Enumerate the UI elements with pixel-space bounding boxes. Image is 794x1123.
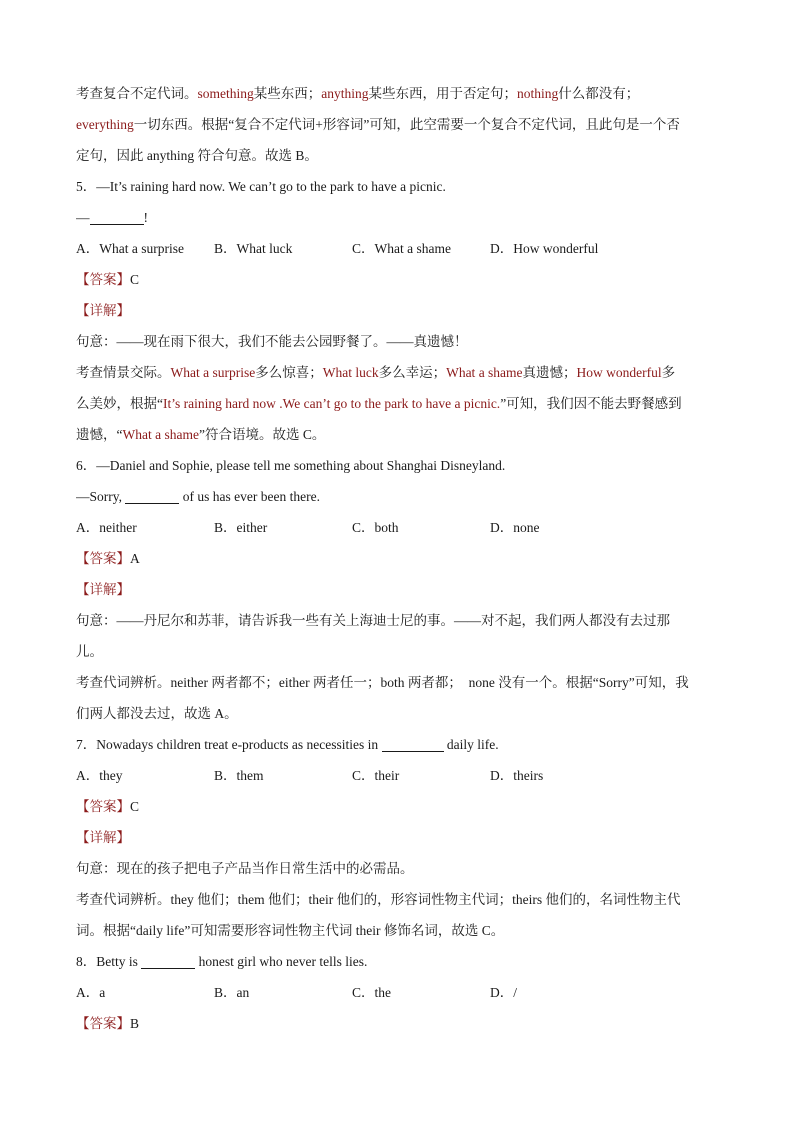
q6-explanation-line-2: 们两人都没去过，故选 A。 (76, 706, 238, 721)
option-b: B．them (214, 768, 264, 783)
q5-detail-label: 【详解】 (76, 303, 130, 318)
q7-answer: 【答案】C (76, 799, 140, 814)
q5-explanation-line-2: 么美妙，根据“It’s raining hard now .We can’t go to the park to have a picnic.”可知，我们因不能去野餐感到 (76, 396, 682, 411)
option-b: B．What luck (214, 241, 293, 256)
q6-detail-label: 【详解】 (76, 582, 130, 597)
option-d: D．How wonderful (490, 241, 599, 256)
option-a: A．neither (76, 520, 137, 535)
q4-explanation-line-2: everything一切东西。根据“复合不定代词+形容词”可知，此空需要一个复合不定代词，且此句是一个否 (76, 117, 680, 132)
option-b: B．either (214, 520, 268, 535)
q6-stem: 6．—Daniel and Sophie, please tell me something about Shanghai Disneyland. (76, 458, 506, 473)
q7-detail-label: 【详解】 (76, 830, 130, 845)
q6-meaning-line-2: 儿。 (76, 644, 103, 659)
q5-explanation-line-1: 考查情景交际。What a surprise多么惊喜；What luck多么幸运；What a shame真遗憾；How wonderful多 (76, 365, 676, 380)
q5-stem: 5．—It’s raining hard now. We can’t go to the park to have a picnic. (76, 179, 446, 194)
q8-stem: 8．Betty is honest girl who never tells lies. (76, 954, 368, 969)
answer-blank (90, 210, 144, 225)
option-a: A．What a surprise (76, 241, 184, 256)
option-c: C．What a shame (352, 241, 451, 256)
q5-answer: 【答案】C (76, 272, 140, 287)
q8-answer: 【答案】B (76, 1016, 140, 1031)
q6-answer: 【答案】A (76, 551, 140, 566)
q4-explanation-line-1: 考查复合不定代词。something某些东西；anything某些东西，用于否定句；nothing什么都没有； (76, 86, 640, 101)
answer-blank (382, 737, 444, 752)
option-b: B．an (214, 985, 250, 1000)
option-a: A．they (76, 768, 123, 783)
option-d: D．/ (490, 985, 517, 1000)
option-c: C．both (352, 520, 399, 535)
option-d: D．theirs (490, 768, 544, 783)
q7-explanation-line-2: 词。根据“daily life”可知需要形容词性物主代词 their 修饰名词，故选 C。 (76, 923, 505, 938)
q6-options (76, 512, 716, 543)
q6-reply: —Sorry, of us has ever been there. (76, 489, 320, 504)
q8-options (76, 977, 716, 1008)
q7-options (76, 760, 716, 791)
option-a: A．a (76, 985, 106, 1000)
q5-explanation-line-3: 遗憾，“What a shame”符合语境。故选 C。 (76, 427, 326, 442)
q7-meaning: 句意：现在的孩子把电子产品当作日常生活中的必需品。 (76, 861, 414, 876)
answer-blank (125, 489, 179, 504)
document-page (76, 78, 716, 1039)
answer-blank (141, 954, 195, 969)
q5-reply: — ! (76, 210, 148, 225)
q6-meaning-line-1: 句意：——丹尼尔和苏菲，请告诉我一些有关上海迪士尼的事。——对不起，我们两人都没有去过那 (76, 613, 670, 628)
q4-explanation-line-3: 定句，因此 anything 符合句意。故选 B。 (76, 148, 318, 163)
q5-meaning: 句意：——现在雨下很大，我们不能去公园野餐了。——真遗憾！ (76, 334, 468, 349)
option-c: C．their (352, 768, 400, 783)
q6-explanation-line-1: 考查代词辨析。neither 两者都不；either 两者任一；both 两者都； none 没有一个。根据“Sorry”可知，我 (76, 675, 689, 690)
q7-explanation-line-1: 考查代词辨析。they 他们；them 他们；their 他们的，形容词性物主代词；theirs 他们的，名词性物主代 (76, 892, 681, 907)
q7-stem: 7．Nowadays children treat e-products as necessities in daily life. (76, 737, 499, 752)
option-c: C．the (352, 985, 391, 1000)
option-d: D．none (490, 520, 540, 535)
q5-options (76, 233, 716, 264)
